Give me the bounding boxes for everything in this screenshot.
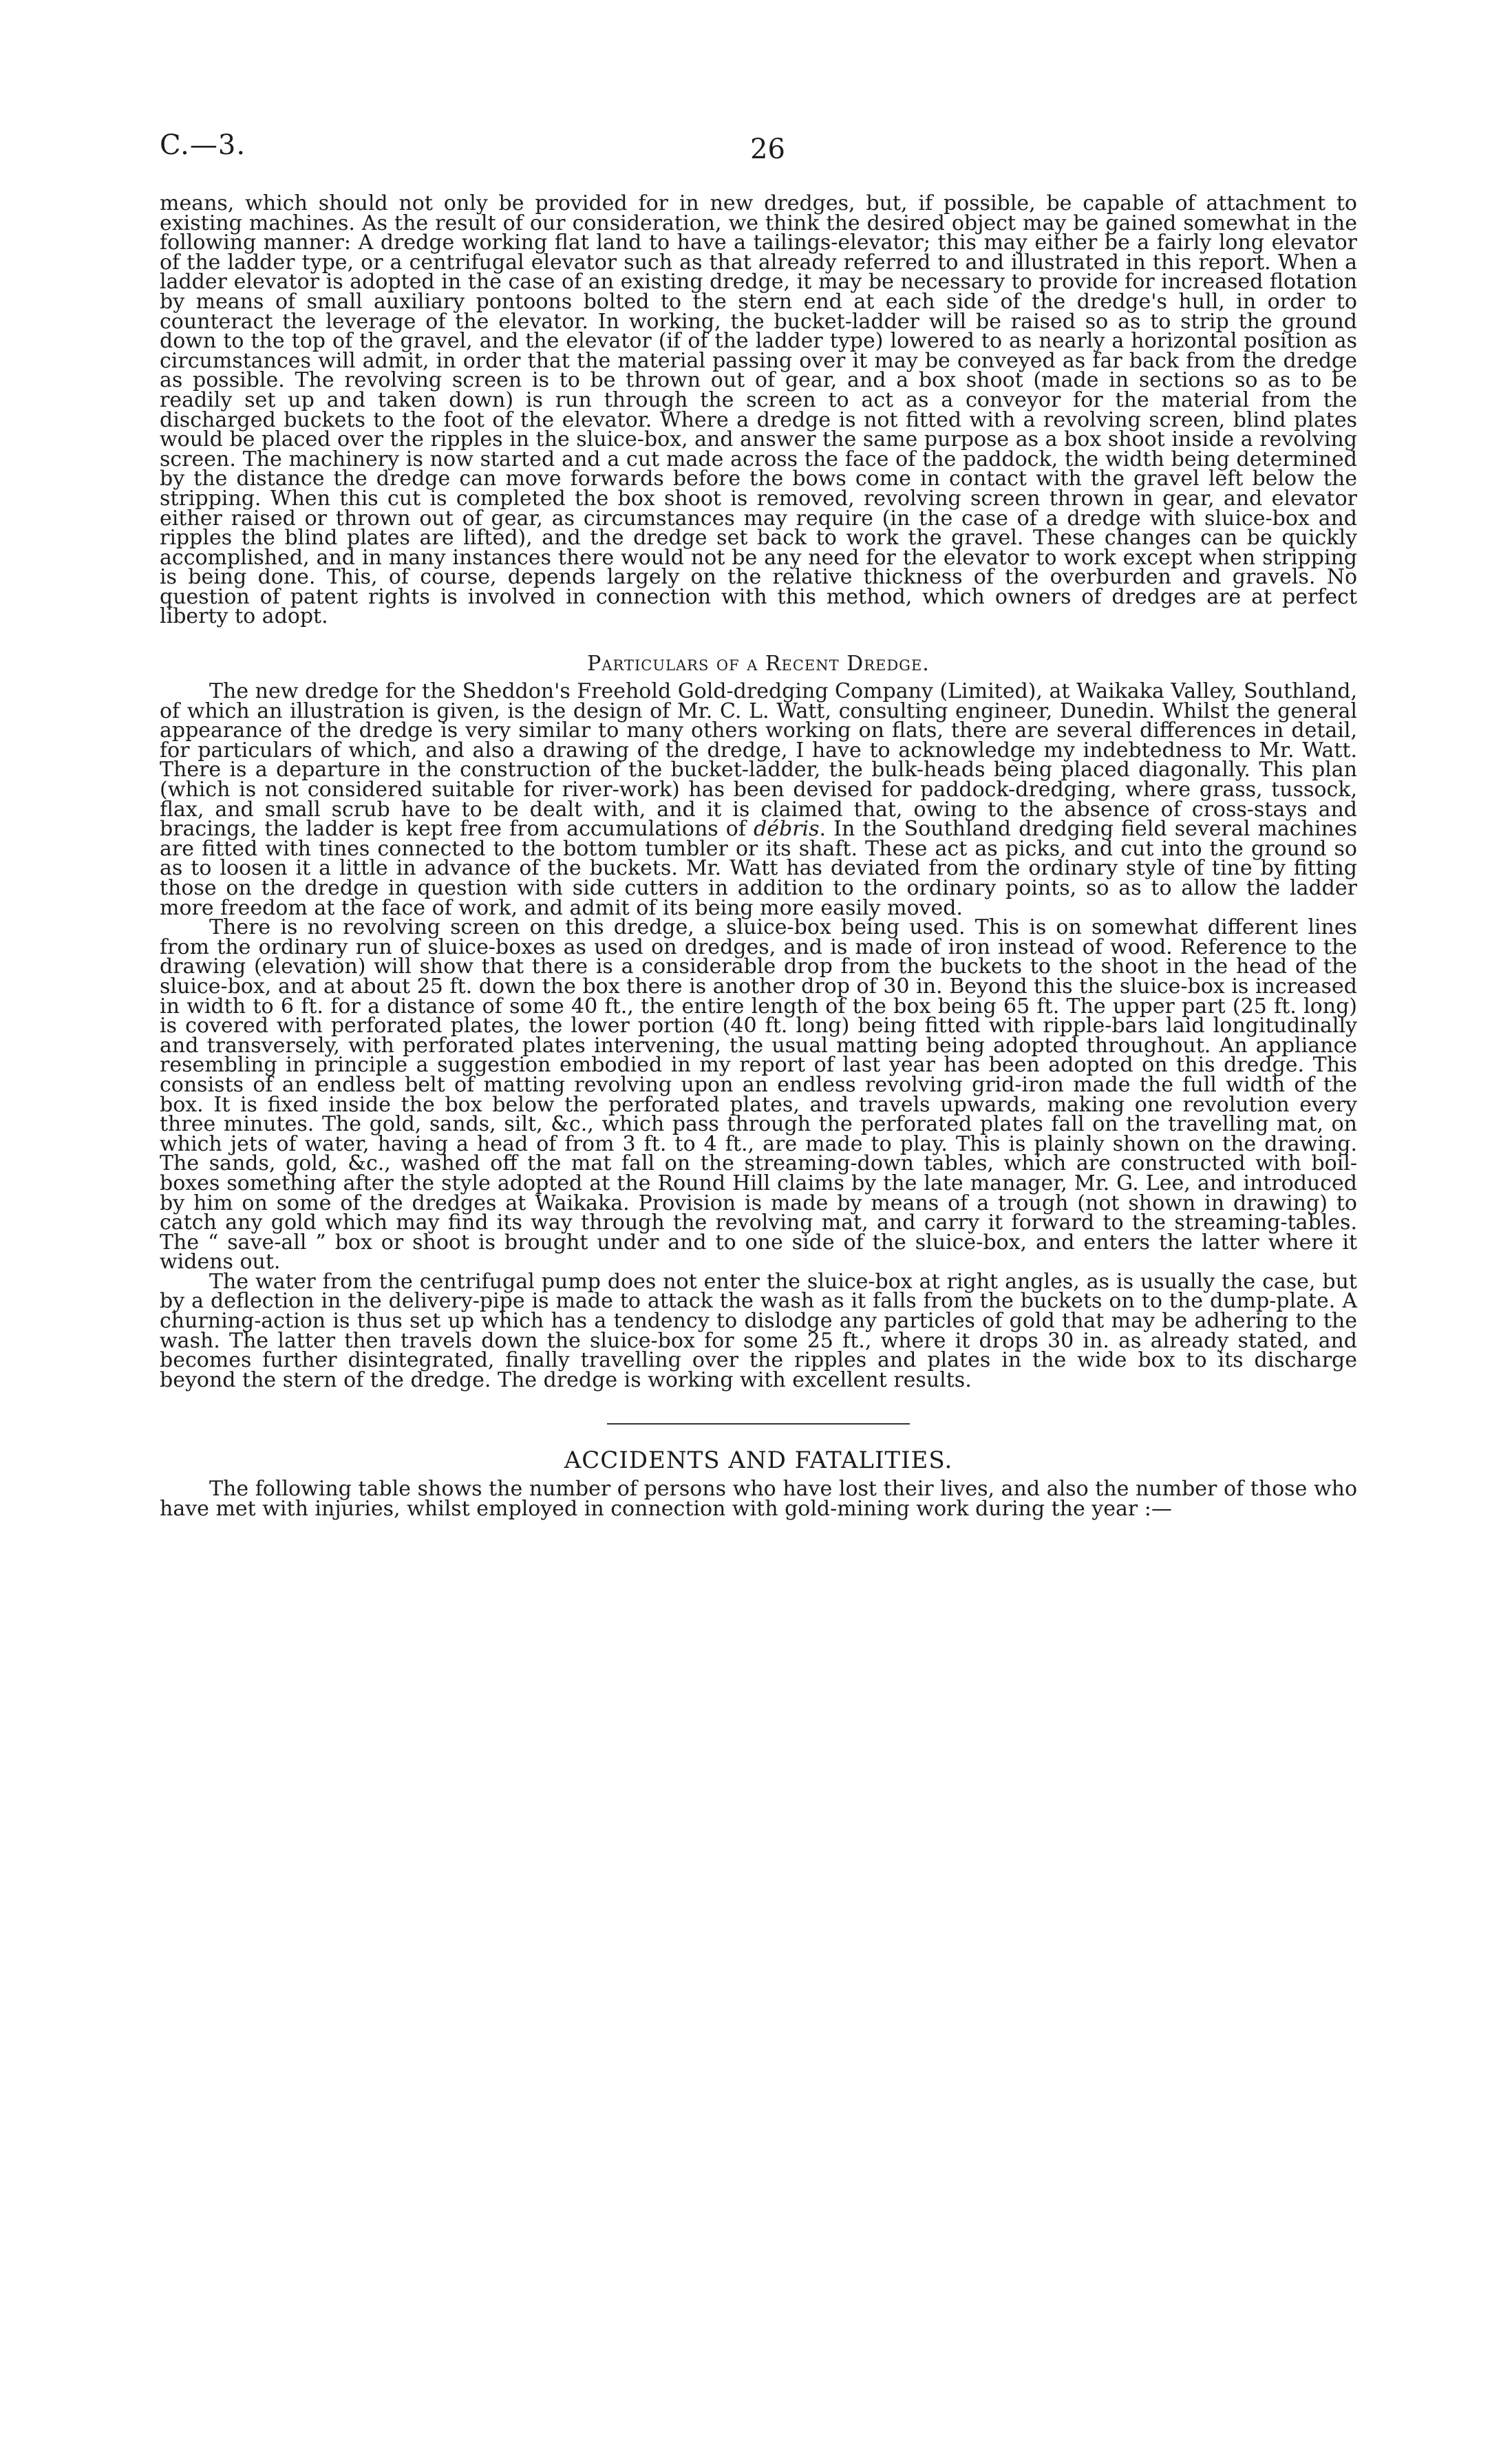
page-body	[160, 191, 1357, 1522]
section-divider	[607, 1423, 910, 1425]
paragraph-accidents-intro: The following table shows the number of persons who have lost their lives, and also the number of those who have met with injuries, whilst employed in connection with gold-mining work during the year :—	[160, 1477, 1357, 1522]
section-heading-recent-dredge: Particulars of a Recent Dredge.	[587, 652, 930, 676]
paragraph-dredge-design	[160, 679, 1357, 920]
paragraph-text-part: . In the Southland dredging field several machines are fitted with tines connected to the bottom tumbler or its shaft. These act as picks, and cut into the ground so as to loosen it a little in advance of the buckets. Mr. Watt has deviated from the ordinary style of tine by fitting those on the dredge in question with side cutters in addition to the ordinary points, so as to allow the ladder more freedom at the face of work, and admit of its being more easily moved.	[160, 817, 1357, 920]
page-number: 26	[750, 134, 785, 165]
page-header	[160, 129, 1357, 171]
paragraph-centrifugal-pump: The water from the centrifugal pump does not enter the sluice-box at right angles, as is usually the case, but by a deflection in the delivery-pipe is made to attack the wash as it falls from the buckets on to the dump-plate. A churning-action is thus set up which has a tendency to dislodge any particles of gold that may be adhering to the wash. The latter then travels down the sluice-box for some 25 ft., where it drops 30 in. as already stated, and becomes further disintegrated, finally travelling over the ripples and plates in the wide box to its discharge beyond the stern of the dredge. The dredge is working with excellent results.	[160, 1269, 1357, 1392]
document-code: C.—3.	[160, 129, 246, 161]
italic-term: débris	[754, 817, 820, 842]
paragraph-text-part: The new dredge for the Sheddon's Freehold Gold-dredging Company (Limited), at Waikaka Valley, Southland, of which an illustration is given, is the design of Mr. C. L. Watt, consulting engineer, Dunedin. Whilst the general appearance of the dredge is very similar to many others working on flats, there are several differences in detail, for particulars of which, and also a drawing of the dredge, I have to acknowledge my indebtedness to Mr. Watt. There is a departure in the construction of the bucket-ladder, the bulk-heads being placed diagonally. This plan (which is not considered suitable for river-work) has been devised for paddock-dredging, where grass, tussock, flax, and small scrub have to be dealt with, and it is claimed that, owing to the absence of cross-stays and bracings, the ladder is kept free from accumulations of	[160, 679, 1357, 842]
continued-paragraph: means, which should not only be provided for in new dredges, but, if possible, be capable of attachment to existing machines. As the result of our consideration, we think the desired object may be gained somewhat in the following manner: A dredge working flat land to have a tailings-elevator; this may either be a fairly long elevator of the ladder type, or a centrifugal elevator such as that already referred to and illustrated in this report. When a ladder elevator is adopted in the case of an existing dredge, it may be necessary to provide for increased flotation by means of small auxiliary pontoons bolted to the stern end at each side of the dredge's hull, in order to counteract the leverage of the elevator. In working, the bucket-ladder will be raised so as to strip the ground down to the top of the gravel, and the elevator (if of the ladder type) lowered to as nearly a horizontal position as circumstances will admit, in order that the material passing over it may be conveyed as far back from the dredge as possible. The revolving screen is to be thrown out of gear, and a box shoot (made in sections so as to be readily set up and taken down) is run through the screen to act as a conveyor for the material from the discharged buckets to the foot of the elevator. Where a dredge is not fitted with a revolving screen, blind plates would be placed over the ripples in the sluice-box, and answer the same purpose as a box shoot inside a revolving screen. The machinery is now started and a cut made across the face of the paddock, the width being determined by the distance the dredge can move forwards before the bows come in contact with the gravel left below the stripping. When this cut is completed the box shoot is removed, revolving screen thrown in gear, and elevator either raised or thrown out of gear, as circumstances may require (in the case of a dredge with sluice-box and ripples the blind plates are lifted), and the dredge set back to work the gravel. These changes can be quickly accomplished, and in many instances there would not be any need for the elevator to work except when stripping is being done. This, of course, depends largely on the relative thickness of the overburden and gravels. No question of patent rights is involved in connection with this method, which owners of dredges are at perfect liberty to adopt.	[160, 191, 1357, 629]
paragraph-sluice-box: There is no revolving screen on this dredge, a sluice-box being used. This is on somewhat different lines from the ordinary run of sluice-boxes as used on dredges, and is made of iron instead of wood. Reference to the drawing (elevation) will show that there is a considerable drop from the buckets to the shoot in the head of the sluice-box, and at about 25 ft. down the box there is another drop of 30 in. Beyond this the sluice-box is increased in width to 6 ft. for a distance of some 40 ft., the entire length of the box being 65 ft. The upper part (25 ft. long) is covered with perforated plates, the lower portion (40 ft. long) being fitted with ripple-bars laid longitudinally and transversely, with perforated plates intervening, the usual matting being adopted throughout. An appliance resembling in principle a suggestion embodied in my report of last year has been adopted on this dredge. This consists of an endless belt of matting revolving upon an endless revolving grid-iron made the full width of the box. It is fixed inside the box below the perforated plates, and travels upwards, making one revolution every three minutes. The gold, sands, silt, &c., which pass through the perforated plates fall on the travelling mat, on which jets of water, having a head of from 3 ft. to 4 ft., are made to play. This is plainly shown on the drawing. The sands, gold, &c., washed off the mat fall on the streaming-down tables, which are constructed with boil-boxes something after the style adopted at the Round Hill claims by the late manager, Mr. G. Lee, and introduced by him on some of the dredges at Waikaka. Provision is made by means of a trough (not shown in drawing) to catch any gold which may find its way through the revolving mat, and carry it forward to the streaming-tables. The “ save-all ” box or shoot is brought under and to one side of the sluice-box, and enters the latter where it widens out.	[160, 915, 1357, 1275]
section-heading-accidents: ACCIDENTS AND FATALITIES.	[564, 1447, 953, 1475]
